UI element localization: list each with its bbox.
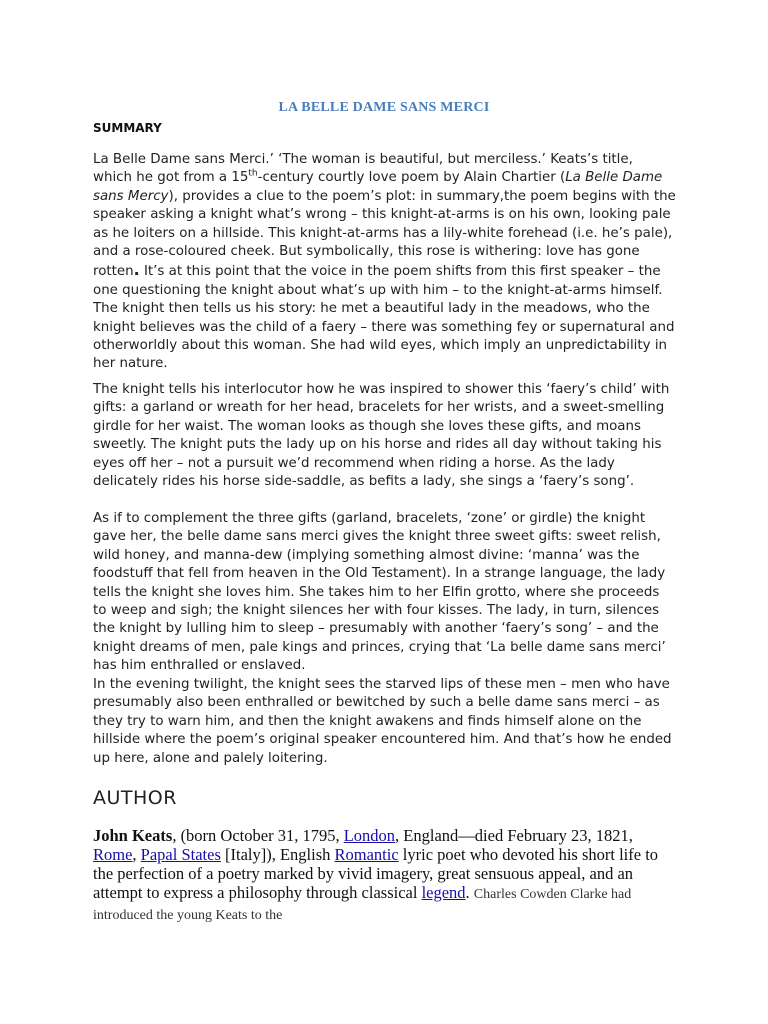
author-name: John Keats bbox=[93, 826, 173, 845]
p1-text-d: It’s at this point that the voice in the poem shifts from this first speaker – the one questioning the knight about what’s up with him – to the knight-at-arms himself. The knight then tells us his story: he met a beautiful lady in the meadows, who the knight believes was the child of a faery – there was something fey or supernatural and otherworldly about this woman. She had wild eyes, which imply an unpredictability in her nature. bbox=[93, 264, 675, 372]
papal-states-link[interactable]: Papal States bbox=[140, 845, 221, 864]
author-text-6: . bbox=[465, 883, 474, 902]
summary-paragraph-3: As if to complement the three gifts (garland, bracelets, ‘zone’ or girdle) the knight gave her, the belle dame sans merci gives the knight three sweet gifts: sweet relish, wild honey, and manna-dew (implying something almost divine: ‘manna’ was the foodstuff that fell from heaven in the Old Testament). In a strange language, the lady tells the knight she loves him. She takes him to her Elfin grotto, where she proceeds to weep and sigh; the knight silences her with four kisses. The lady, in turn, silences the knight by lulling him to sleep – presumably with another ‘faery’s song’ – and the knight dreams of men, pale kings and princes, crying that ‘La belle dame sans merci’ has him enthralled or enslaved. bbox=[93, 511, 666, 674]
author-text-3: , bbox=[132, 845, 141, 864]
rome-link[interactable]: Rome bbox=[93, 845, 133, 864]
p1-text-b: -century courtly love poem by Alain Chartier ( bbox=[257, 170, 566, 186]
london-link[interactable]: London bbox=[343, 826, 396, 845]
author-text-5: lyric poet who devoted his short life to the perfection of a poetry marked by vivid imagery, great sensuous appeal, and an attempt to express a philosophy through classical bbox=[93, 845, 659, 902]
romantic-link[interactable]: Romantic bbox=[334, 845, 399, 864]
page-title: LA BELLE DAME SANS MERCI bbox=[278, 100, 490, 115]
summary-paragraph-4: In the evening twilight, the knight sees the starved lips of these men – men who have presumably also been enthralled or bewitched by such a belle dame sans merci – as they try to warn him, and then the knight awakens and finds himself alone on the hillside where the poem’s original speaker encountered him. And that’s how he ended up here, alone and palely loitering. bbox=[93, 677, 672, 766]
author-heading: AUTHOR bbox=[93, 787, 177, 809]
p1-italic-title: La Belle Dame sans Mercy bbox=[93, 170, 663, 204]
summary-paragraph-1 bbox=[93, 151, 676, 374]
author-paragraph bbox=[93, 826, 678, 925]
summary-label: SUMMARY bbox=[93, 121, 162, 135]
author-text-2: , England—died February 23, 1821, bbox=[395, 826, 633, 845]
p1-superscript: th bbox=[248, 168, 258, 179]
p1-bold-period: . bbox=[133, 260, 140, 280]
legend-link[interactable]: legend bbox=[421, 883, 466, 902]
author-text-7: Charles Cowden Clarke had introduced the young Keats to the bbox=[93, 887, 632, 923]
p1-text-a: La Belle Dame sans Merci.’ ‘The woman is beautiful, but merciless.’ Keats’s title, which he got from a 15 bbox=[93, 152, 633, 186]
author-text-1: , (born October 31, 1795, bbox=[172, 826, 344, 845]
author-text-4: [Italy]), English bbox=[220, 845, 335, 864]
summary-paragraph-2: The knight tells his interlocutor how he was inspired to shower this ‘faery’s child’ with gifts: a garland or wreath for her head, bracelets for her wrists, and a sweet-smelling girdle for her waist. The woman looks as though she loves these gifts, and moans sweetly. The knight puts the lady up on his horse and rides all day without taking his eyes off her – not a pursuit we’d recommend when riding a horse. As the lady delicately rides his horse side-saddle, as befits a lady, she sings a ‘faery’s song’. bbox=[93, 382, 670, 490]
p1-text-c: ), provides a clue to the poem’s plot: in summary,the poem begins with the speaker asking a knight what’s wrong – this knight-at-arms is on his own, looking pale as he loiters on a hillside. This knight-at-arms has a lily-white forehead (i.e. he’s pale), and a rose-coloured cheek. But symbolically, this rose is withering: love has gone rotten bbox=[93, 188, 676, 280]
